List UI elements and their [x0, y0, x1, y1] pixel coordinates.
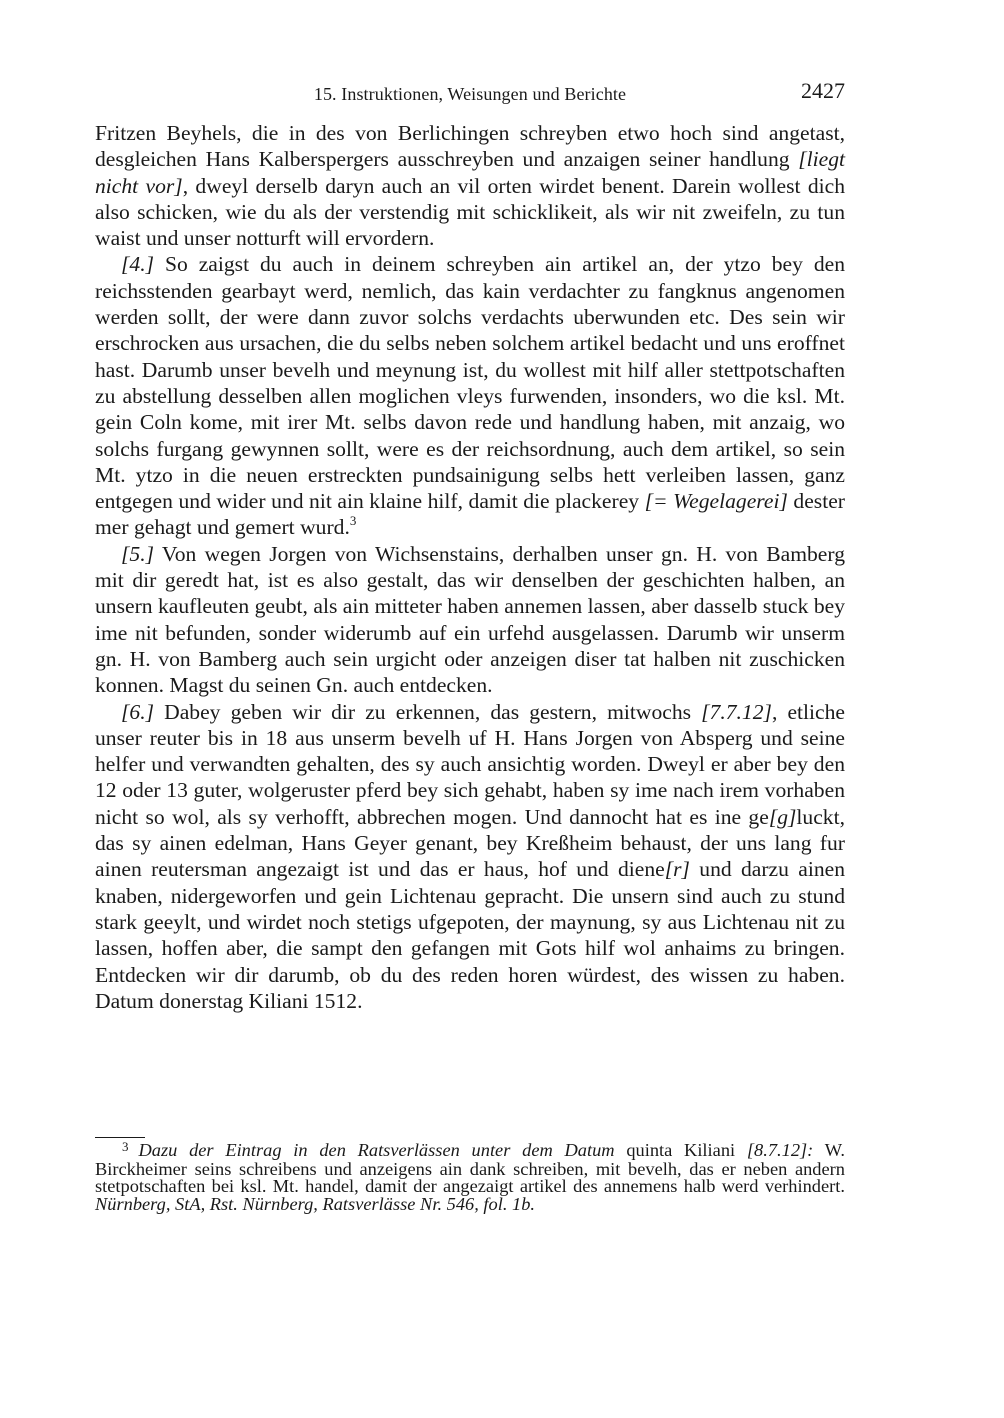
text-run: Von wegen Jorgen von Wichsenstains, derhalben unser gn. H. von Bamberg mit dir geredt hat, ist es also gestalt, das wir denselben der geschichten halben, an unsern kaufleuten geubt, als ain mitteter haben annemen lassen, aber dasselb stuck bey ime nit befunden, sonder widerumb auf ein urfehd ausgelassen. Darumb wir unserm gn. H. von Bamberg auch sein urgicht oder anzeigen diser tat halben nit zuschicken konnen. Magst du seinen Gn. auch entdecken. [95, 541, 845, 698]
running-title: 15. Instruktionen, Weisungen und Berichte [313, 84, 627, 104]
text-run: und darzu ainen knaben, nidergeworfen und gein Lichtenau gepracht. Die unsern sind auch zu stund stark geeylt, und wirdet noch stetigs ufgepoten, der maynung, sy aus Lichtenau nit zu lassen, hoffen aber, die sampt den gefangen mit Gots hilf wol anhaims zu bringen. Entdecken wir dir darumb, ob du des reden horen würdest, des wissen zu haben. Datum donerstag Kiliani 1512. [95, 857, 845, 1013]
editorial-note: [7.7.12] [701, 699, 772, 724]
editorial-note: [= Wegelagerei] [644, 489, 788, 514]
page-number: 2427 [801, 78, 845, 103]
text-run: , etliche unser reuter bis in 18 aus unserm bevelh uf H. Hans Jorgen von Absperg und seine helfer und verwandten gehalten, des sy auch ansichtig worden. Dweyl er aber bey den 12 oder 13 guter, wolgeruster pferd bey sich gehabt, haben sy ime nach irem vorhaben nicht so wol, als sy verhofft, abbrechen mogen. Und dannocht hat es ine ge [95, 699, 845, 829]
text-run: , dweyl derselb daryn auch an vil orten wirdet benent. Darein wollest dich also schicken, wie du als der verstendig mit schicklikeit, als wir nit zweifeln, zu tun waist und unser notturft will ervordern. [95, 173, 846, 251]
footnote-reference[interactable]: 3 [349, 513, 357, 529]
footnote-divider [95, 1137, 145, 1138]
editorial-insertion: [g] [768, 804, 797, 829]
paragraph-5 [95, 541, 845, 699]
footnote-number: 3 [122, 1139, 129, 1154]
text-run: luckt, das sy ainen edelman, Hans Geyer genant, bey Kreßheim behaust, der uns lang fur ainen reutersman angezaigt ist und das er haus, hof und diene [95, 804, 845, 882]
main-text [95, 120, 845, 1014]
page-header [95, 78, 845, 110]
text-run: Dabey geben wir dir zu erkennen, das gestern, mitwochs [154, 699, 702, 724]
text-run: W. Birckheimer seins schreibens und anzeigens ain dank schreiben, mit bevelh, das er neben andern stetpotschaften bei ksl. Mt. handel, damit der angezaigt artikel des annemens halb werd verhindert. [95, 1140, 845, 1197]
section-number: [4.] [121, 252, 155, 277]
text-run: [8.7.12]: [746, 1140, 814, 1160]
footnote-3 [95, 1139, 845, 1214]
editorial-insertion: [r] [664, 857, 690, 882]
section-number: [6.] [121, 699, 155, 724]
paragraph-6 [95, 699, 845, 1015]
paragraph-4 [95, 251, 845, 540]
archival-citation: Nürnberg, StA, Rst. Nürnberg, Ratsverlässe Nr. 546, fol. 1b. [95, 1193, 536, 1214]
text-run: So zaigst du auch in deinem schreyben ain artikel an, der ytzo bey den reichsstenden gearbayt werd, nemlich, das kain verdachter zu fangknus angenomen werden sollt, der were dann zuvor solchs verdachts uberwunden etc. Des sein wir erschrocken aus ursachen, die du selbs neben solchem artikel bedacht und uns eroffnet hast. Darumb unser bevelh und meynung ist, du wollest mit hilf aller stettpotschaften zu abstellung desselben allen moglichen vleys furwenden, insonders, wo die ksl. Mt. gein Coln kome, mit irer Mt. selbs davon rede und handlung haben, mit anzaig, wo solchs furgang gewynnen sollt, were es der reichsordnung, auch dem artikel, so sein Mt. ytzo in die neuen erstreckten pundsainigung selbs hett verleiben lassen, ganz entgegen und wider und nit ain klaine hilf, damit die plackerey [95, 252, 845, 514]
paragraph-1 [95, 120, 845, 251]
footnote-text [95, 1139, 845, 1214]
section-number: [5.] [121, 541, 155, 566]
text-run: quinta Kiliani [614, 1140, 747, 1160]
text-run: Fritzen Beyhels, die in des von Berlichingen schreyben etwo hoch sind angetast, desgleichen Hans Kalberspergers ausschreyben und anzaigen seiner handlung [95, 121, 845, 172]
editorial-note: [liegt nicht vor] [95, 147, 845, 198]
text-run: dester mer gehagt und gemert wurd. [95, 489, 845, 540]
text-run: Dazu der Eintrag in den Ratsverlässen unter dem Datum [138, 1140, 615, 1160]
